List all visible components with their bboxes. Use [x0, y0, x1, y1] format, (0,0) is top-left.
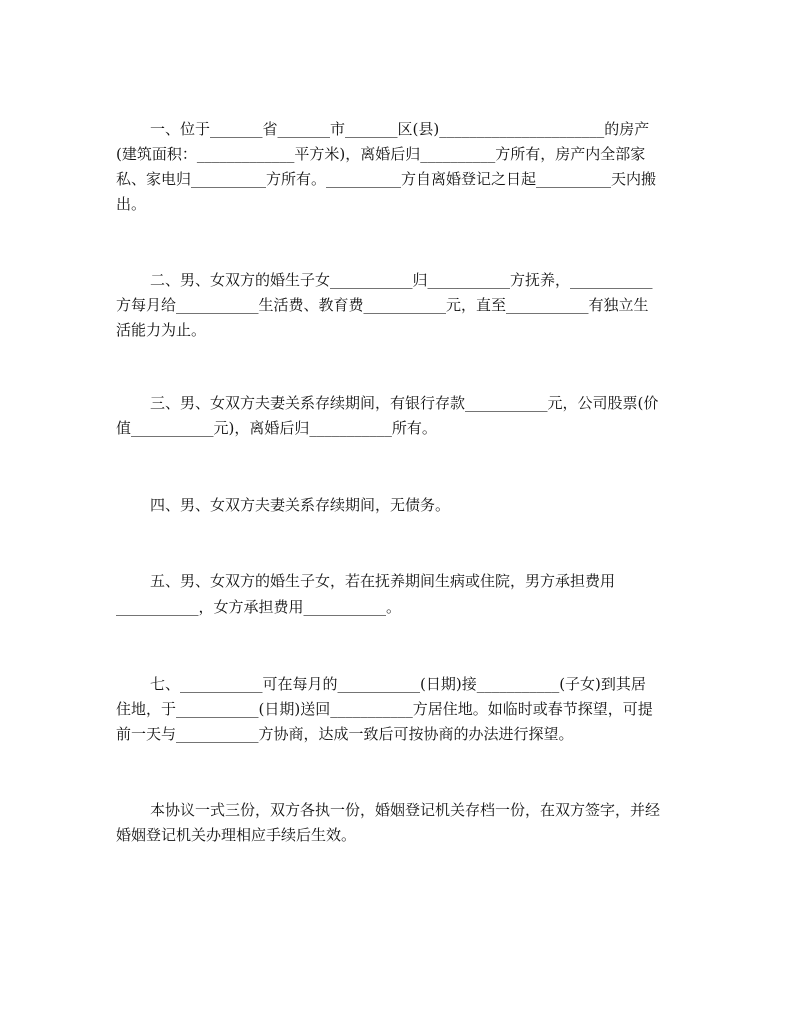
paragraph-7-line-2: 婚姻登记机关办理相应手续后生效。: [116, 826, 357, 844]
paragraph-7-line-1: 本协议一式三份，双方各执一份，婚姻登记机关存档一份，在双方签字，并经: [150, 801, 661, 819]
paragraph-3-line-2: 值___________元)，离婚后归___________所有。: [116, 419, 437, 437]
paragraph-2-line-1: 二、男、女双方的婚生子女___________归___________方抚养，___________: [150, 271, 653, 289]
paragraph-6-line-1: 七、___________可在每月的___________(日期)接___________(子女)到其居: [150, 675, 646, 693]
paragraph-1-line-3: 私、家电归__________方所有。__________方自离婚登记之日起__________天内搬: [116, 170, 657, 188]
paragraph-3-line-1: 三、男、女双方夫妻关系存续期间，有银行存款___________元，公司股票(价: [150, 394, 659, 412]
paragraph-5-line-1: 五、男、女双方的婚生子女，若在抚养期间生病或住院，男方承担费用: [150, 572, 616, 590]
paragraph-1-line-4: 出。: [116, 195, 147, 213]
paragraph-1-line-1: 一、位于_______省_______市_______区(县)______________________的房产: [150, 120, 650, 138]
paragraph-6-line-2: 住地，于___________(日期)送回___________方居住地。如临时或春节探望，可提: [116, 700, 653, 718]
paragraph-1-line-2: (建筑面积：_____________平方米)，离婚后归__________方所有，房产内全部家: [116, 145, 646, 163]
paragraph-2-line-2: 方每月给___________生活费、教育费___________元，直至___________有独立生: [116, 296, 649, 314]
paragraph-6-line-3: 前一天与___________方协商，达成一致后可按协商的办法进行探望。: [116, 725, 574, 743]
paragraph-5-line-2: ___________，女方承担费用___________。: [116, 598, 402, 616]
paragraph-4-line-1: 四、男、女双方夫妻关系存续期间，无债务。: [150, 496, 451, 514]
paragraph-2-line-3: 活能力为止。: [116, 321, 207, 339]
